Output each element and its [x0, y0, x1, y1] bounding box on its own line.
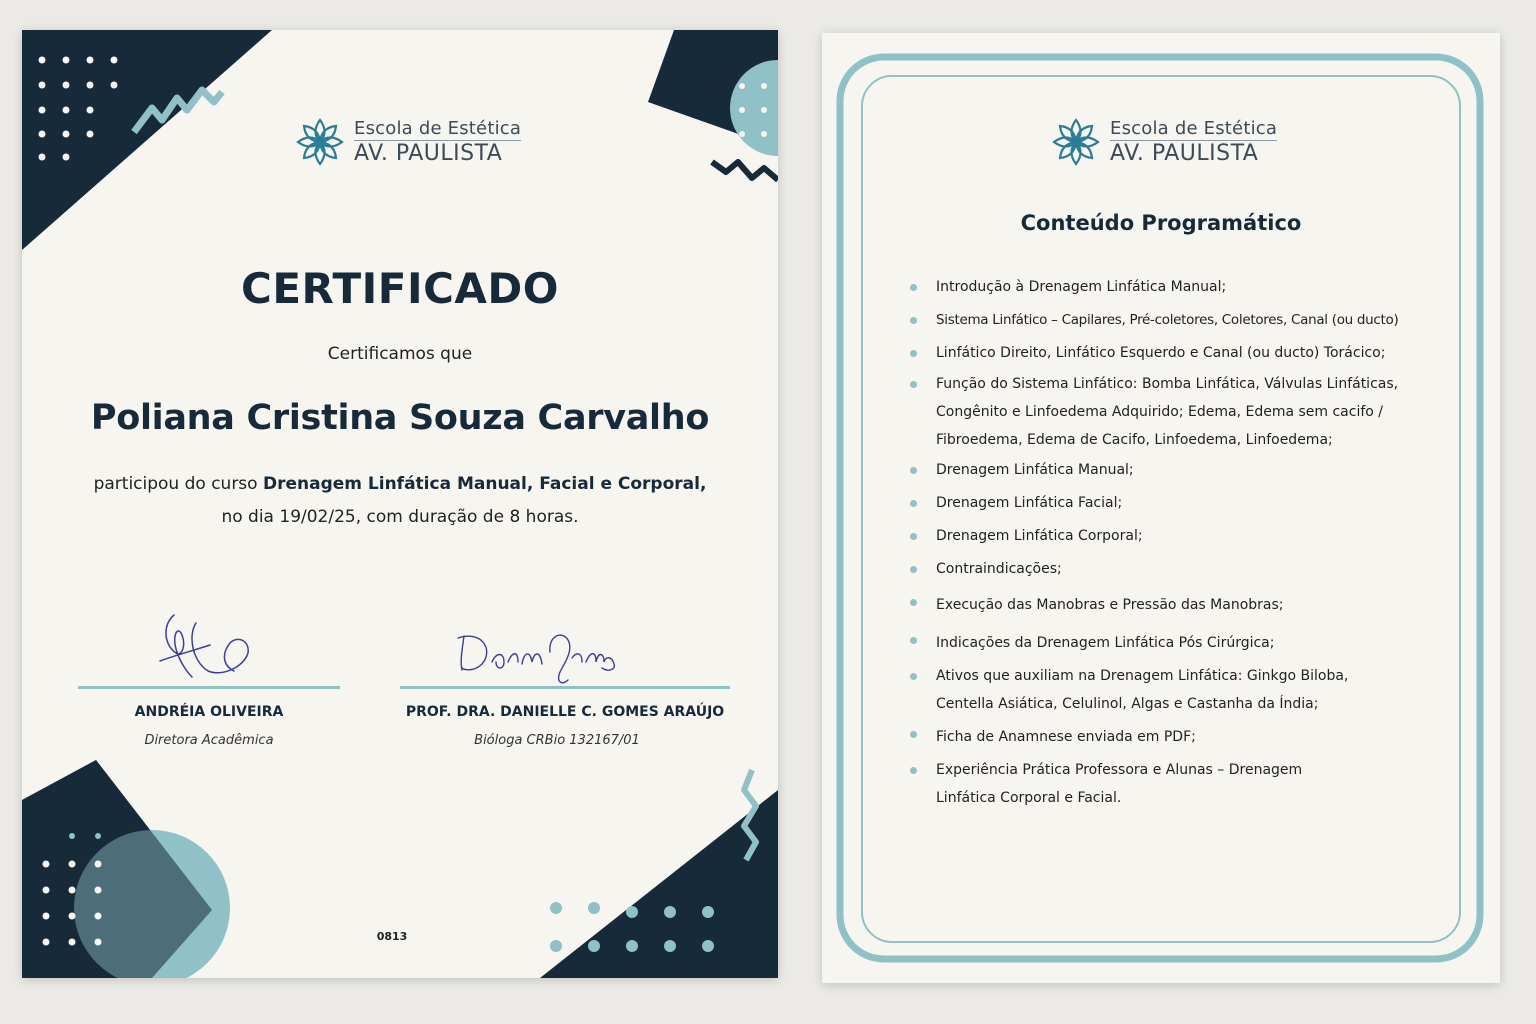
program-list: [910, 271, 1470, 812]
certificate-intro: Certificamos que: [327, 344, 473, 364]
certificate-serial: 0813: [376, 930, 408, 943]
body-prefix: participou do curso: [93, 474, 263, 494]
signer-1-role: Diretora Acadêmica: [144, 733, 274, 748]
school-name-line2: AV. PAULISTA: [354, 141, 503, 166]
signature-andreia: [152, 605, 262, 685]
certificate-title: CERTIFICADO: [241, 264, 559, 313]
student-name: Poliana Cristina Souza Carvalho: [90, 398, 710, 438]
school-name-line2: AV. PAULISTA: [1110, 141, 1259, 166]
list-item: Drenagem Linfática Manual;: [910, 454, 1470, 487]
signature-line-2: [400, 686, 730, 689]
signature-danielle: [452, 622, 632, 692]
school-logo: [292, 114, 521, 170]
list-item: Contraindicações;: [910, 553, 1470, 586]
signer-2-name: PROF. DRA. DANIELLE C. GOMES ARAÚJO: [405, 704, 725, 720]
body-suffix: no dia 19/02/25, com duração de 8 horas.: [221, 507, 579, 527]
list-item: Experiência Prática Professora e Alunas – Drenagem Linfática Corporal e Facial.: [910, 756, 1470, 812]
program-page: [822, 33, 1500, 983]
certificate-body: [82, 468, 718, 534]
school-name-line1: Escola de Estética: [1110, 118, 1278, 139]
signer-2-role: Bióloga CRBio 132167/01: [474, 733, 640, 748]
signature-line-1: [78, 686, 340, 689]
lotus-icon: [1048, 114, 1104, 170]
course-name: Drenagem Linfática Manual, Facial e Corporal,: [262, 474, 707, 494]
list-item: Indicações da Drenagem Linfática Pós Cirúrgica;: [910, 624, 1470, 662]
certificate-page: [22, 30, 778, 978]
list-item: Drenagem Linfática Corporal;: [910, 520, 1470, 553]
list-item: Ativos que auxiliam na Drenagem Linfática: Ginkgo Biloba, Centella Asiática, Celulinol, Algas e Castanha da Índia;: [910, 662, 1470, 718]
list-item: Drenagem Linfática Facial;: [910, 487, 1470, 520]
school-logo-program: [1048, 114, 1277, 170]
list-item: Função do Sistema Linfático: Bomba Linfática, Válvulas Linfáticas, Congênito e Linfoedema Adquirido; Edema, Edema sem cacifo / Fibroedema, Edema de Cacifo, Linfoedema, Linfoedema;: [910, 370, 1470, 454]
lotus-icon: [292, 114, 348, 170]
list-item: Linfático Direito, Linfático Esquerdo e Canal (ou ducto) Torácico;: [910, 337, 1470, 370]
list-item: Ficha de Anamnese enviada em PDF;: [910, 718, 1470, 756]
list-item: Execução das Manobras e Pressão das Manobras;: [910, 586, 1470, 624]
list-item: Introdução à Drenagem Linfática Manual;: [910, 271, 1470, 304]
program-title: Conteúdo Programático: [1020, 211, 1302, 235]
school-name-line1: Escola de Estética: [354, 118, 522, 139]
list-item: Sistema Linfático – Capilares, Pré-coletores, Coletores, Canal (ou ducto): [910, 304, 1470, 337]
signer-1-name: ANDRÉIA OLIVEIRA: [134, 704, 284, 720]
